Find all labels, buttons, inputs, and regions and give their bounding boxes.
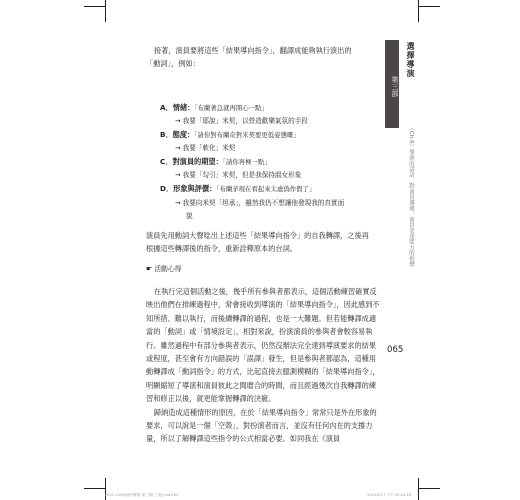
crop-mark (418, 488, 440, 489)
crop-mark (84, 488, 106, 489)
list-item-a (160, 102, 268, 114)
intro-line-2: 「動詞」，例如： (146, 59, 200, 69)
list-sub-b: → 我要「軟化」米契 (175, 144, 236, 152)
page-number: 065 (387, 345, 404, 355)
part-label: 第三部 (385, 40, 399, 128)
list-sub-a: → 我要「耶說」米契，以營造歡樂氣氛的手段 (175, 117, 308, 125)
body-paragraph-2: 歸納造成這種情形的原因，在於「結果導向指令」常常只是外在形象的要求，可以說是一個「空殼」，對扮演者而言，並沒有任何內在的支撐力量，所以了解轉譯這些指令的公式相當必要。如同我在《演員 (146, 407, 377, 444)
list-label: B．態度： (160, 130, 195, 139)
list-item-c (160, 156, 271, 168)
list-item-d (160, 183, 315, 195)
chapter-subtitle: 〈Ch.6〉導演的話語、對演員溝通：演員表達能力的指標 (408, 125, 414, 267)
list-quote: 「布蘭著急就再開心一點」 (194, 104, 268, 112)
list-item-b (160, 129, 300, 141)
list-sub-c: → 我要「勾引」米契，但是我保持淑女形象 (175, 171, 302, 179)
part-title: 選擇導演 (406, 42, 415, 78)
list-label: A．情緒： (160, 103, 195, 112)
list-quote: 「布蘭茅現在看起來太虛偽作假了」 (216, 185, 316, 193)
list-label: C．對演員的期望： (160, 157, 223, 166)
print-footer-left: P001-149演員的聲帶-第三部(三)校).indd 65 (105, 493, 179, 497)
middle-paragraph (146, 229, 382, 256)
list-sub-d: → 我要向米契「坦承」，雖然我仍不想讓他發現我的真實面 (175, 199, 345, 207)
middle-line-1: 演員先用動詞大聲唸出上述這些「結果導向指令」的自我轉譯，之後再 (146, 231, 369, 240)
intro-paragraph (146, 44, 382, 71)
section-title: 活動心得 (154, 265, 182, 273)
pointing-hand-icon: ☛ (146, 265, 153, 273)
print-footer-right: 2015/8/17 下午 05:54:18 (367, 493, 412, 497)
body-text (146, 285, 380, 446)
body-paragraph-1: 在執行完這個活動之後，幾乎所有參與者都表示，這個活動練習確實反映出他們在排練過程中，常會接收到導演的「結果導向指令」，因此感到不知所措、難以執行，而後續轉譯的過程，也是一大難題。但若能轉譯成適當的「動詞」或「情境設定」，相對來說，扮演演員的參與者會較容易執行。雖然過程中有部分參與者表示，仍然沒辦法完全達到導演要求的結果或程度，甚至會有方向錯誤的「誤譯」發生，但是參與者都認為，這種用動轉譯成「動詞指令」的方式，比起直接去臆測模糊的「結果導向指令」，明顯縮短了導演和演員彼此之間磨合的時間，而且經過幾次自我轉譯的練習和修正以後，就更能掌握轉譯的決竅。 (146, 287, 380, 404)
list-quote: 「請你對布蘭奇對米契要更低姿態嘅」 (194, 131, 300, 139)
list-sub-d-cont: 貌 (186, 212, 193, 220)
crop-mark (418, 0, 419, 22)
crop-mark (105, 0, 106, 22)
middle-line-2: 根據這些轉譯後的指令，重新詮釋原本的台詞。 (146, 244, 297, 254)
crop-mark (84, 6, 106, 7)
section-heading (146, 264, 181, 274)
list-quote: 「請你再極一點」 (222, 158, 271, 166)
crop-mark (418, 6, 440, 7)
crop-mark (418, 478, 419, 500)
intro-line-1: 接著，演員要將這些「結果導向指令」，翻譯成能夠執行演出的 (153, 46, 352, 55)
list-label: D．形象與評價： (160, 184, 217, 193)
